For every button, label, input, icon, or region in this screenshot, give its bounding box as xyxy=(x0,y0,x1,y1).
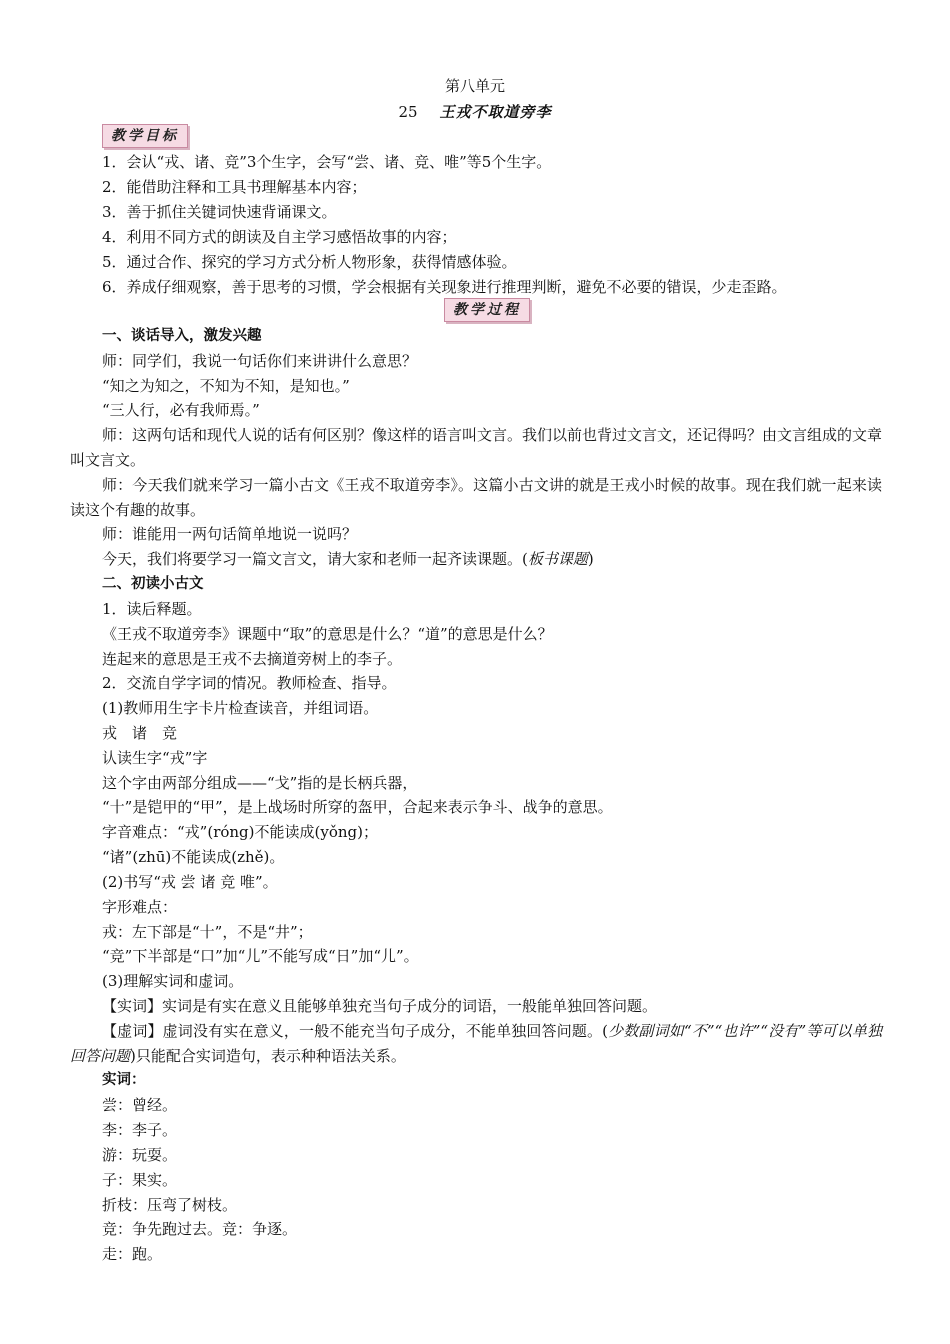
lesson-title xyxy=(0,100,950,124)
text-line: (2)书写“戎 尝 诸 竞 唯”。 xyxy=(102,873,278,891)
xuci-definition xyxy=(70,1019,882,1069)
text-line: 《王戎不取道旁李》课题中“取”的意思是什么？“道”的意思是什么？ xyxy=(102,625,553,643)
xuci-note: 少数副词如“不”“也许”“没有”等可以单独回答问题 xyxy=(70,1022,882,1065)
lesson-number: 25 xyxy=(398,103,418,121)
goal-item: 4．利用不同方式的朗读及自主学习感悟故事的内容； xyxy=(102,228,457,246)
goal-item: 1．会认“戎、诸、竞”3个生字，会写“尝、诸、竞、唯”等5个生字。 xyxy=(102,153,552,171)
shici-heading: 实词： xyxy=(102,1072,146,1088)
text-line: “三人行，必有我师焉。” xyxy=(102,401,260,419)
text-line: 戎：左下部是“十”，不是“井”； xyxy=(102,923,313,941)
shici-definition: 【实词】实词是有实在意义且能够单独充当句子成分的词语，一般能单独回答问题。 xyxy=(102,997,658,1015)
lesson-name: 王戎不取道旁李 xyxy=(439,103,552,121)
teaching-goals-badge: 教学目标 xyxy=(102,124,188,148)
goal-item: 2．能借助注释和工具书理解基本内容； xyxy=(102,178,367,196)
text-fragment: 今天，我们将要学习一篇文言文，请大家和老师一起齐读课题。( xyxy=(102,550,528,568)
text-line: 1．读后释题。 xyxy=(102,600,202,618)
text-paragraph: 师：今天我们就来学习一篇小古文《王戎不取道旁李》。这篇小古文讲的就是王戎小时候的故事。现在我们就一起来读读这个有趣的故事。 xyxy=(70,476,882,519)
text-line: “竞”下半部是“口”加“儿”不能写成“日”加“儿”。 xyxy=(102,947,419,965)
teaching-process-badge: 教学过程 xyxy=(444,298,530,322)
word-gloss: 李：李子。 xyxy=(102,1121,178,1139)
text-line: (1)教师用生字卡片检查读音，并组词语。 xyxy=(102,699,379,717)
text-line: 师：同学们，我说一句话你们来讲讲什么意思？ xyxy=(102,352,418,370)
word-gloss: 子：果实。 xyxy=(102,1171,178,1189)
text-line: “知之为知之，不知为不知，是知也。” xyxy=(102,377,350,395)
text-line: 2．交流自学字词的情况。教师检查、指导。 xyxy=(102,674,397,692)
goal-item: 5．通过合作、探究的学习方式分析人物形象，获得情感体验。 xyxy=(102,253,517,271)
text-line: “诸”(zhū)不能读成(zhě)。 xyxy=(102,848,285,866)
text-line: 这个字由两部分组成——“戈”指的是长柄兵器， xyxy=(102,774,418,792)
section-heading: 二、初读小古文 xyxy=(102,576,204,592)
goal-item: 3．善于抓住关键词快速背诵课文。 xyxy=(102,203,337,221)
text-fragment: )只能配合实词造句，表示种种语法关系。 xyxy=(130,1046,406,1065)
text-line: 戎 诸 竞 xyxy=(102,724,178,742)
text-line: 字音难点：“戎”(róng)不能读成(yǒng)； xyxy=(102,823,378,841)
word-gloss: 走：跑。 xyxy=(102,1245,163,1263)
text-line: 字形难点： xyxy=(102,898,178,916)
unit-title: 第八单元 xyxy=(444,77,505,95)
word-gloss: 竞：争先跑过去。竞：争逐。 xyxy=(102,1220,298,1238)
word-gloss: 游：玩耍。 xyxy=(102,1146,178,1164)
board-note: 板书课题 xyxy=(527,550,588,568)
word-gloss: 折枝：压弯了树枝。 xyxy=(102,1196,238,1214)
word-gloss: 尝：曾经。 xyxy=(102,1096,178,1114)
text-line xyxy=(102,547,594,572)
text-line: 连起来的意思是王戎不去摘道旁树上的李子。 xyxy=(102,650,403,668)
text-fragment: 【虚词】虚词没有实在意义，一般不能充当句子成分，不能单独回答问题。( xyxy=(102,1022,609,1040)
text-fragment: ) xyxy=(587,550,594,568)
text-line: 师：谁能用一两句话简单地说一说吗？ xyxy=(102,525,358,543)
text-line: (3)理解实词和虚词。 xyxy=(102,972,244,990)
text-line: 认读生字“戎”字 xyxy=(102,749,208,767)
section-heading: 一、谈话导入，激发兴趣 xyxy=(102,328,262,344)
text-line: “十”是铠甲的“甲”，是上战场时所穿的盔甲，合起来表示争斗、战争的意思。 xyxy=(102,798,613,816)
goal-item: 6．养成仔细观察，善于思考的习惯，学会根据有关现象进行推理判断，避免不必要的错误，少走歪路。 xyxy=(102,278,787,296)
text-paragraph: 师：这两句话和现代人说的话有何区别？像这样的语言叫文言。我们以前也背过文言文，还记得吗？由文言组成的文章叫文言文。 xyxy=(70,426,883,469)
